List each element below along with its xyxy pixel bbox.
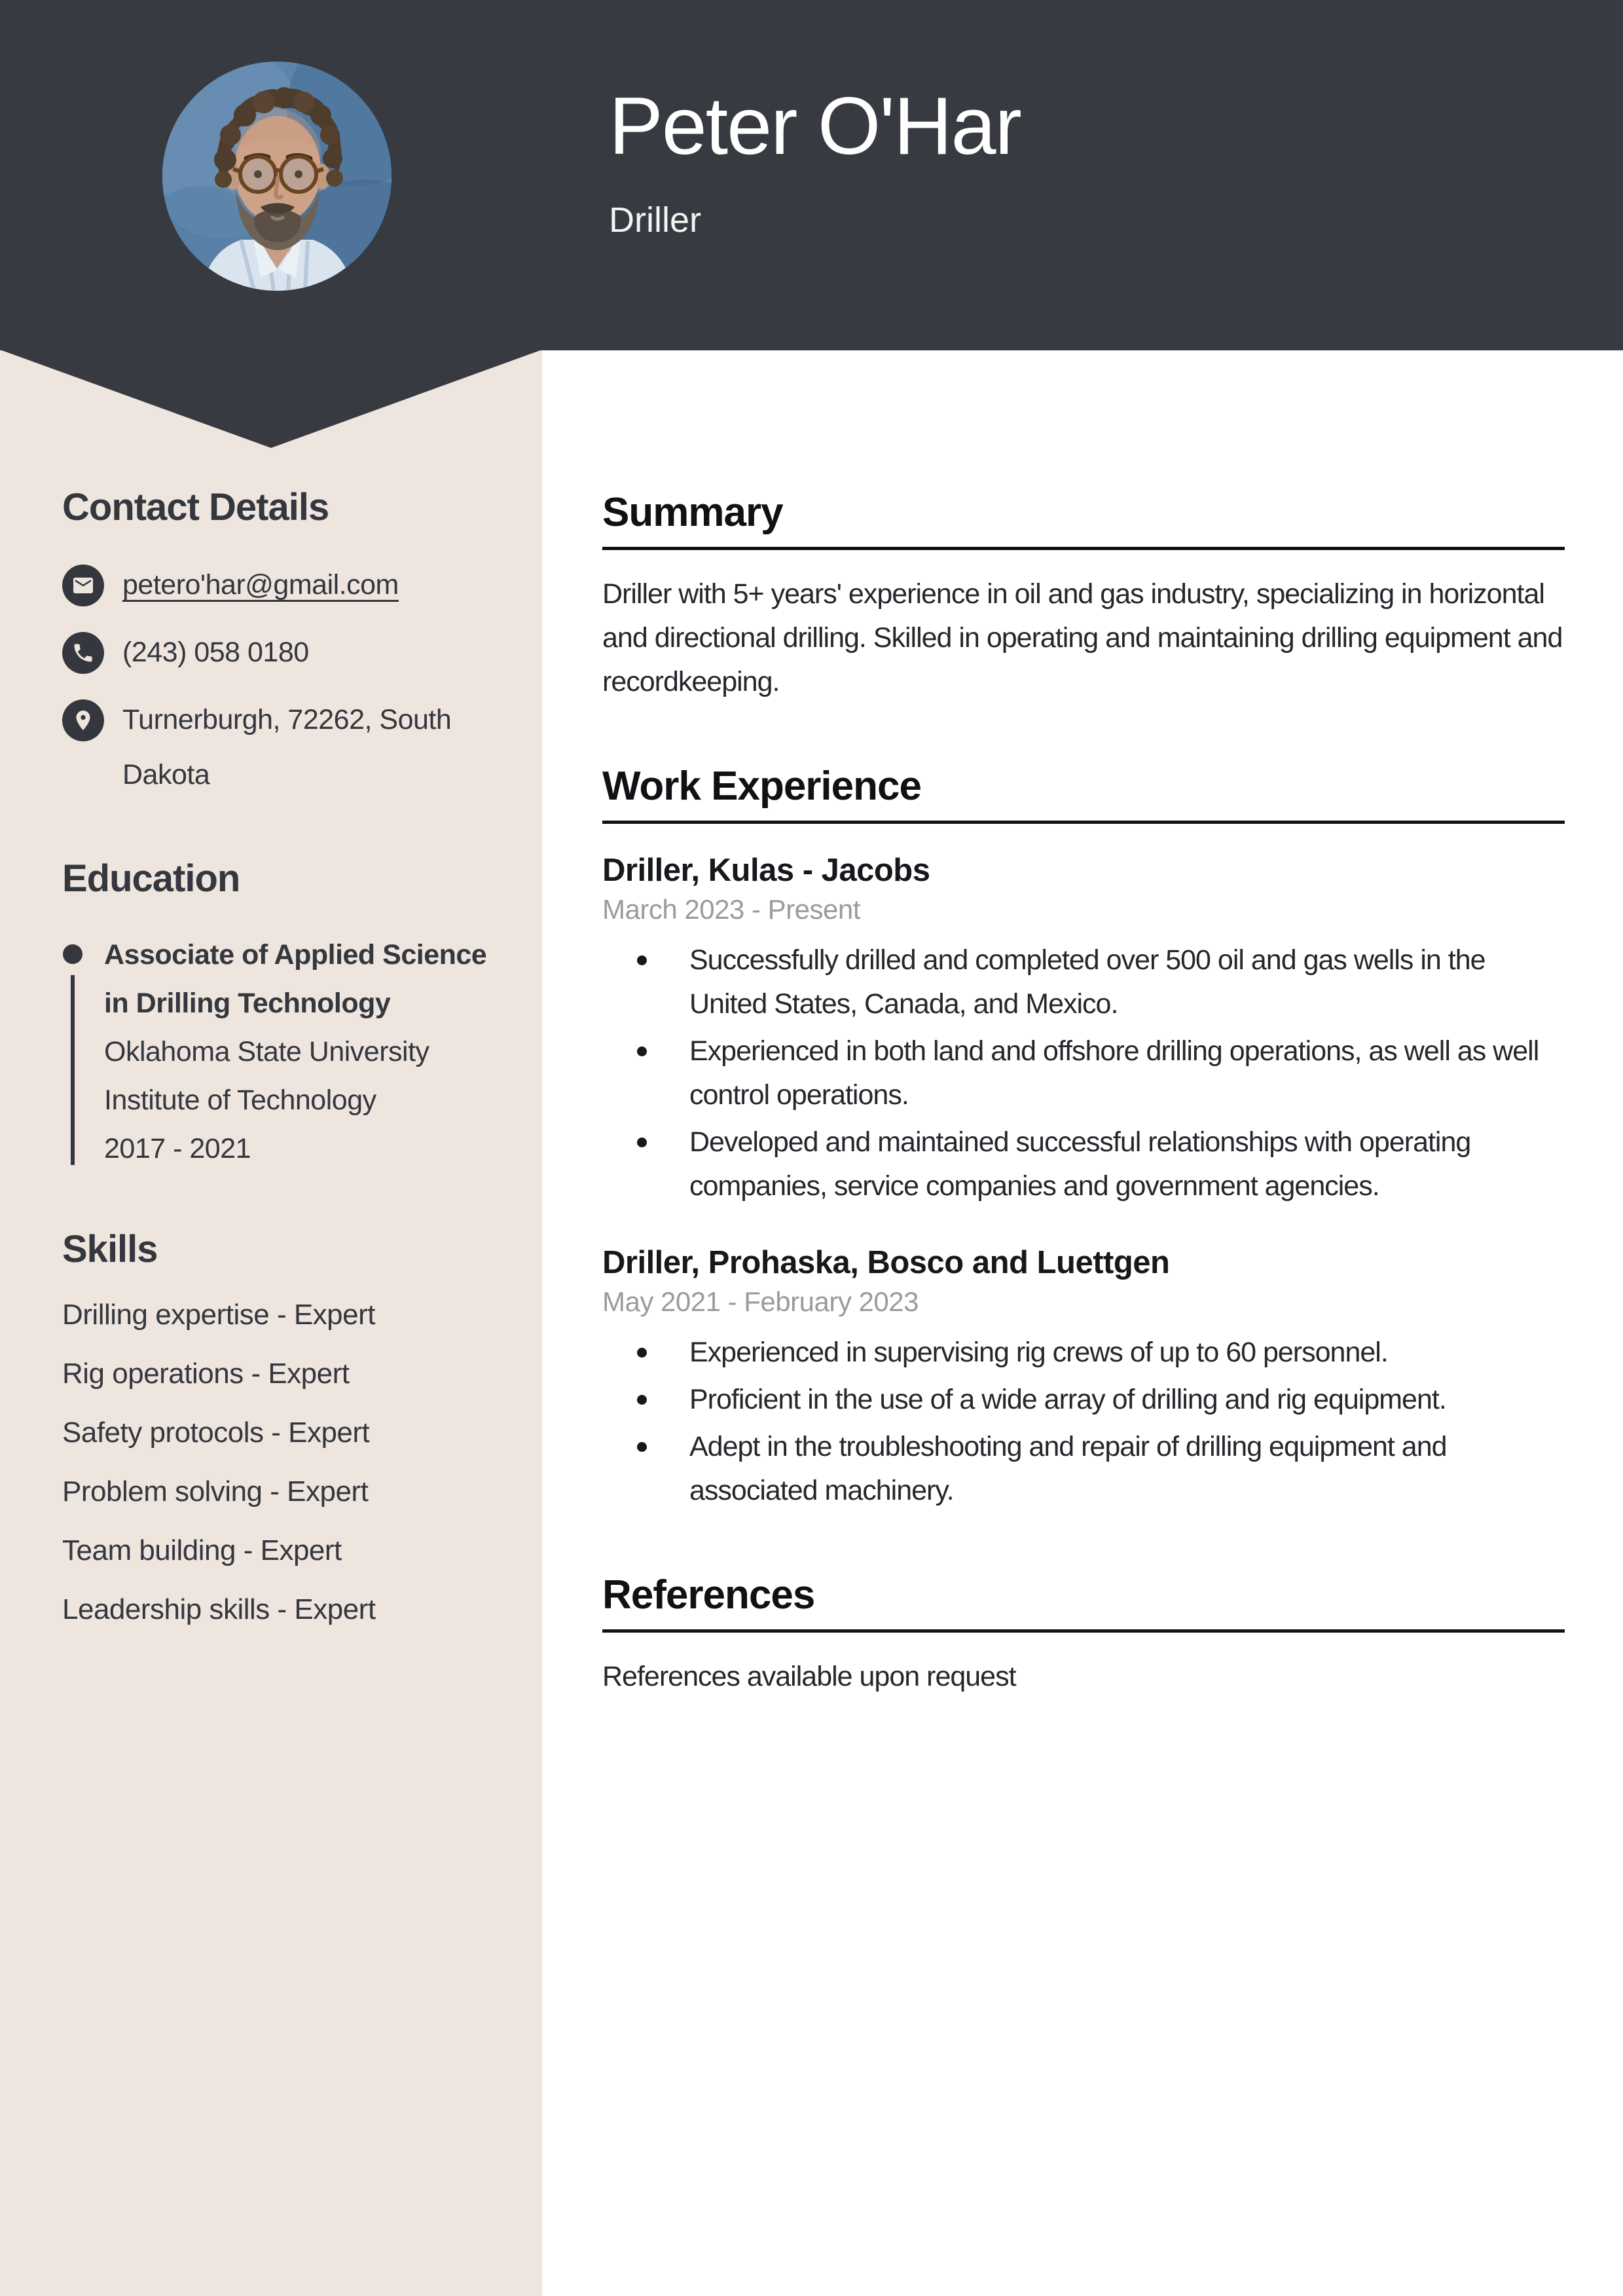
header-banner <box>0 0 1623 350</box>
job-bullet: Experienced in both land and offshore drilling operations, as well as well control operations. <box>689 1029 1565 1117</box>
skills-heading: Skills <box>62 1228 158 1270</box>
header-text <box>609 79 1021 240</box>
job-entry <box>602 851 1565 1208</box>
location-icon <box>62 699 104 741</box>
summary-section <box>602 488 1565 704</box>
phone-icon <box>62 632 104 674</box>
education-entry <box>62 931 492 1173</box>
candidate-job-title: Driller <box>609 200 701 240</box>
skill-item: Drilling expertise - Expert <box>62 1299 375 1331</box>
main-content <box>602 488 1565 1699</box>
contact-row-email <box>62 565 492 612</box>
timeline <box>62 931 104 1173</box>
skills-list <box>62 1299 492 1626</box>
work-experience-section <box>602 762 1565 1513</box>
summary-text: Driller with 5+ years' experience in oil and gas industry, specializing in horizontal and directional drilling. Skilled in operating and maintaining drilling equipment and recordkeeping. <box>602 578 1563 697</box>
email-link[interactable]: petero'har@gmail.com <box>122 569 399 601</box>
contact-section <box>62 486 492 802</box>
education-degree: Associate of Applied Science in Drilling Technology <box>104 939 487 1019</box>
education-dates: 2017 - 2021 <box>104 1133 251 1164</box>
contact-row-location <box>62 699 492 802</box>
job-bullet: Successfully drilled and completed over 500 oil and gas wells in the United States, Canada, and Mexico. <box>689 938 1565 1026</box>
summary-heading: Summary <box>602 488 1565 550</box>
phone-value: (243) 058 0180 <box>122 637 309 668</box>
skill-item: Safety protocols - Expert <box>62 1416 370 1449</box>
job-dates: May 2021 - February 2023 <box>602 1286 919 1317</box>
location-value: Turnerburgh, 72262, South Dakota <box>122 704 452 790</box>
education-section <box>62 857 492 1173</box>
avatar <box>162 62 392 291</box>
job-bullet: Proficient in the use of a wide array of drilling and rig equipment. <box>689 1378 1565 1422</box>
timeline-line <box>71 975 75 1165</box>
references-section <box>602 1570 1565 1699</box>
skills-section <box>62 1228 492 1626</box>
sidebar <box>62 486 492 1626</box>
email-icon <box>62 565 104 606</box>
job-entry <box>602 1244 1565 1513</box>
education-body <box>104 931 492 1173</box>
references-heading: References <box>602 1570 1565 1633</box>
education-heading: Education <box>62 857 240 900</box>
job-bullet: Experienced in supervising rig crews of up to 60 personnel. <box>689 1331 1565 1375</box>
skill-item: Team building - Expert <box>62 1534 342 1566</box>
timeline-dot-icon <box>63 944 82 964</box>
job-bullet: Adept in the troubleshooting and repair of drilling equipment and associated machinery. <box>689 1425 1565 1513</box>
skill-item: Problem solving - Expert <box>62 1475 369 1508</box>
portrait-photo <box>162 62 392 291</box>
job-bullet-list <box>602 1331 1565 1513</box>
references-text: References available upon request <box>602 1661 1016 1692</box>
contact-list <box>62 565 492 802</box>
job-dates: March 2023 - Present <box>602 894 860 925</box>
candidate-name: Peter O'Har <box>609 81 1021 172</box>
job-bullet: Developed and maintained successful relationships with operating companies, service companies and government agencies. <box>689 1120 1565 1208</box>
skill-item: Leadership skills - Expert <box>62 1593 376 1625</box>
job-title: Driller, Kulas - Jacobs <box>602 853 930 888</box>
job-title: Driller, Prohaska, Bosco and Luettgen <box>602 1245 1170 1280</box>
contact-heading: Contact Details <box>62 486 329 528</box>
work-experience-heading: Work Experience <box>602 762 1565 824</box>
skill-item: Rig operations - Expert <box>62 1358 350 1390</box>
contact-row-phone <box>62 632 492 680</box>
education-school: Oklahoma State University Institute of Technology <box>104 1036 429 1116</box>
job-bullet-list <box>602 938 1565 1208</box>
